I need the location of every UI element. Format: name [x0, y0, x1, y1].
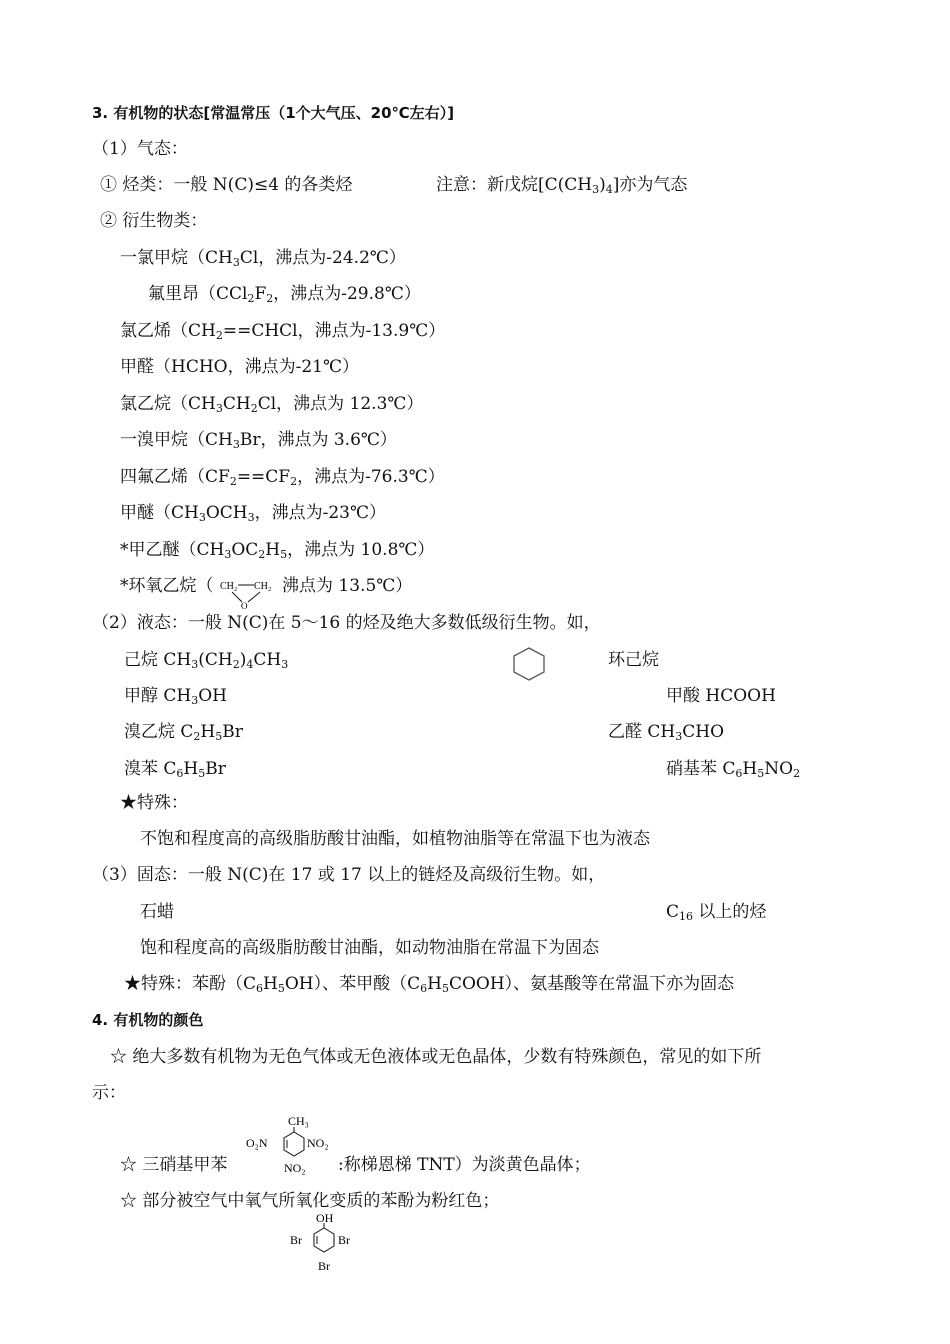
gas-item-tetrafluoroethylene: 四氟乙烯（$CF_2==CF_2$，沸点为-76.3℃）: [120, 467, 445, 488]
color-intro-line1: ☆ 绝大多数有机物为无色气体或无色液体或无色晶体，少数有特殊颜色，常见的如下所: [110, 1047, 762, 1067]
svg-text:NO₂: NO₂: [307, 1136, 329, 1150]
solid-saturated-fat: 饱和程度高的高级脂肪酸甘油酯，如动物油脂在常温下为固态: [140, 938, 599, 958]
liquid-cyclohexane: 环己烷: [608, 650, 659, 670]
color-intro-line2: 示：: [92, 1083, 126, 1103]
tnt-description: :称梯恩梯 TNT）为淡黄色晶体；: [338, 1155, 591, 1175]
solid-special: ★特殊：苯酚$(C_6H_5OH)$、苯甲酸$(C_6H_5COOH)$、氨基酸等在常温下亦为固态: [124, 974, 735, 995]
liquid-special-text: 不饱和程度高的高级脂肪酸甘油酯，如植物油脂等在常温下也为液态: [140, 829, 650, 849]
svg-text:OH: OH: [316, 1211, 334, 1225]
solid-c16-hydrocarbons: $C_{16}$ 以上的烃: [666, 902, 767, 923]
gas-item-freon: 氟里昂（$CCl_2F_2$，沸点为-29.8℃）: [148, 284, 421, 305]
tribromophenol-structure: [288, 1208, 360, 1276]
svg-text:CH₂: CH₂: [254, 581, 272, 592]
ethylene-oxide-structure: [218, 576, 282, 610]
svg-text:Br: Br: [290, 1233, 302, 1247]
liquid-methanol: 甲醇 $CH_3OH$: [124, 686, 228, 707]
solid-title: （3）固态：一般 N(C)在 17 或 17 以上的链烃及高级衍生物。如，: [92, 865, 606, 885]
svg-text:NO₂: NO₂: [284, 1161, 306, 1175]
liquid-acetaldehyde: 乙醛 $CH_3CHO$: [608, 722, 725, 743]
liquid-formic-acid: 甲酸 HCOOH: [666, 686, 776, 706]
gas-item-dimethyl-ether: 甲醚（$CH_3OCH_3$，沸点为-23℃）: [120, 503, 387, 524]
svg-text:CH₃: CH₃: [288, 1114, 309, 1128]
cyclohexane-ring-icon: [510, 646, 548, 682]
phenol-pink-line: ☆ 部分被空气中氧气所氧化变质的苯酚为粉红色；: [120, 1191, 500, 1211]
liquid-special-title: ★特殊：: [120, 793, 188, 813]
gas-item-chloroethane: 氯乙烷（$CH_3CH_2Cl$，沸点为 12.3℃）: [120, 394, 424, 415]
gas-derivatives-title: ② 衍生物类：: [100, 211, 208, 231]
gas-item-chloromethane: 一氯甲烷（$CH_3Cl$，沸点为-24.2℃）: [120, 248, 406, 269]
gas-item-ethylene-oxide: *环氧乙烷（: [120, 576, 214, 596]
liquid-bromobenzene: 溴苯 $C_6H_5Br$: [124, 759, 226, 780]
svg-text:CH₂: CH₂: [220, 581, 238, 592]
gas-title: （1）气态：: [92, 139, 188, 159]
section-3-heading: 3. 有机物的状态[常温常压（1个大气压、20℃左右）]: [92, 104, 455, 122]
gas-item-formaldehyde: 甲醛（HCHO，沸点为-21℃）: [120, 357, 359, 377]
section-4-heading: 4. 有机物的颜色: [92, 1011, 204, 1029]
svg-text:O₂N: O₂N: [246, 1136, 268, 1150]
tnt-prefix: ☆ 三硝基甲苯: [120, 1155, 228, 1175]
tnt-structure: [246, 1110, 342, 1176]
gas-item-bromomethane: 一溴甲烷（$CH_3Br$，沸点为 3.6℃）: [120, 430, 397, 451]
liquid-title: （2）液态：一般 N(C)在 5～16 的烃及绝大多数低级衍生物。如，: [92, 613, 601, 633]
liquid-bromoethane: 溴乙烷 $C_2H_5Br$: [124, 722, 243, 743]
liquid-hexane: 己烷 $CH_3(CH_2)_4CH_3$: [124, 650, 289, 671]
gas-hydrocarbons: ① 烃类：一般 N(C)≤4 的各类烃: [100, 175, 353, 195]
ethylene-oxide-boiling-point: 沸点为 13.5℃）: [282, 576, 413, 596]
svg-text:Br: Br: [338, 1233, 350, 1247]
gas-note-neopentane: 注意：新戊烷$[C(CH_3)_4]$亦为气态: [436, 175, 688, 196]
liquid-nitrobenzene: 硝基苯 $C_6H_5NO_2$: [666, 759, 801, 780]
solid-paraffin: 石蜡: [140, 902, 174, 922]
svg-text:O: O: [241, 601, 248, 610]
gas-item-methyl-ethyl-ether: *甲乙醚（$CH_3OC_2H_5$，沸点为 10.8℃）: [120, 540, 435, 561]
svg-text:Br: Br: [318, 1259, 330, 1273]
gas-item-vinyl-chloride: 氯乙烯（$CH_2==CHCl$，沸点为-13.9℃）: [120, 321, 446, 342]
